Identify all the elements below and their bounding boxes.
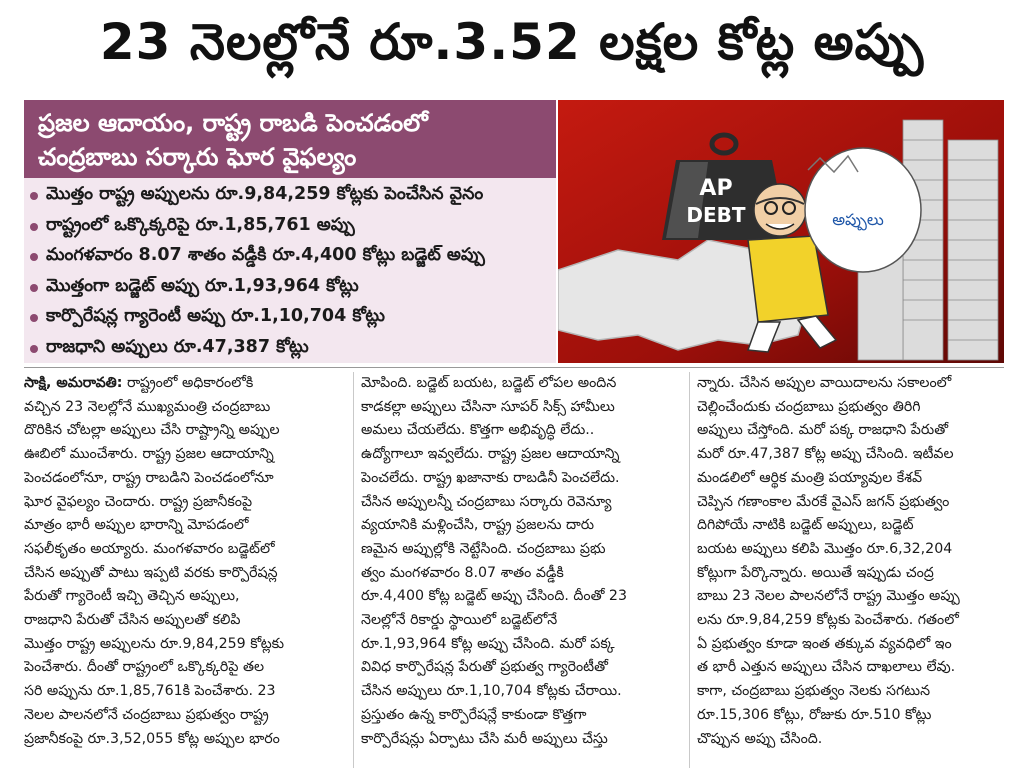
article-line: వచ్చిన 23 నెలల్లోనే ముఖ్యమంత్రి చంద్రబాబు [24,398,271,415]
highlight-item [30,212,552,243]
subheadline [24,100,556,178]
article-line: రాజధాని పేరుతో చేసిన అప్పులతో కలిపి [24,612,241,629]
article-line: కార్పొరేషన్లు ఏర్పాటు చేసి మరీ అప్పులు చేస్తు [361,730,608,747]
bullet-icon [30,345,38,353]
highlight-text: మొత్తం రాష్ట్ర అప్పులను రూ.9,84,259 కోట్లకు పెంచేసిన వైనం [46,184,484,205]
article-line: బాబు 23 నెలల పాలనలోనే రాష్ట్ర మొత్తం అప్పు [697,588,960,605]
column-separator [689,372,690,768]
weight-label-line2: DEBT [686,203,746,227]
article-line: బయట అప్పులు కలిపి మొత్తం రూ.6,32,204 [697,540,953,557]
bullet-icon [30,192,38,200]
article-line: ఉద్యోగాలూ ఇవ్వలేదు. రాష్ట్ర ప్రజల ఆదాయాన్ని [361,446,620,463]
article-line: సరి అప్పును రూ.1,85,761కి పెంచేశారు. 23 [24,683,276,700]
article-line: నెలల పాలనలోనే చంద్రబాబు ప్రభుత్వం రాష్ట్ర [24,706,269,723]
article-column-2 [361,372,684,751]
highlight-text: రాష్ట్రంలో ఒక్కొక్కరిపై రూ.1,85,761 అప్పు [46,214,355,235]
article-line: మరో రూ.47,387 కోట్ల అప్పు చేసింది. ఇటీవల [697,446,954,463]
highlight-text: మొత్తంగా బడ్జెట్ అప్పు రూ.1,93,964 కోట్లు [46,275,359,296]
article-line: మోపింది. బడ్జెట్ బయట, బడ్జెట్ లోపల అందిన [361,375,617,391]
highlights-list [30,181,552,364]
debt-cartoon-illustration [558,100,1004,363]
article-line: రూ.15,306 కోట్లు, రోజుకు రూ.510 కోట్లు [697,706,932,723]
article-line: అమలు చేయలేదు. కొత్తగా అభివృద్ధి లేదు.. [361,422,595,439]
article-line: న్నారు. చేసిన అప్పుల వాయిదాలను సకాలంలో [697,375,952,391]
article-line: పెంచడంలోనూ, రాష్ట్ర రాబడిని పెంచడంలోనూ [24,469,274,486]
highlight-item [30,242,552,273]
debt-cartoon-svg [558,100,1004,363]
highlight-text: మంగళవారం 8.07 శాతం వడ్డీకి రూ.4,400 కోట్లు బడ్జెట్ అప్పు [46,245,485,266]
article-text: రాష్ట్రంలో అధికారంలోకి [126,375,254,391]
article-line: రూ.4,400 కోట్ల బడ్జెట్ అప్పు చేసింది. దీంతో 23 [361,588,627,605]
article-line: లను రూ.9,84,259 కోట్లకు పెంచేశారు. గతంలో [697,612,959,629]
article-line: ణమైన అప్పుల్లోకి నెట్టేసింది. చంద్రబాబు ప్రభు [361,540,606,557]
article-line: నెలల్లోనే రికార్డు స్థాయిలో బడ్జెట్‌లోనే [361,612,558,629]
article-line: చెల్లించేందుకు చంద్రబాబు ప్రభుత్వం తిరిగి [697,398,921,415]
article-line: ప్రజానీకంపై రూ.3,52,055 కోట్ల అప్పుల భారం [24,730,280,747]
bag-label: అప్పులు [832,210,884,229]
article-line: ఘోర వైఫల్యం చెందారు. రాష్ట్ర ప్రజానీకంపై [24,493,253,510]
bullet-icon [30,284,38,292]
article-line: మాత్రం భారీ అప్పుల భారాన్ని మోపడంలో [24,517,249,534]
article-line: త భారీ ఎత్తున అప్పులు చేసిన దాఖలాలు లేవు. [697,659,956,676]
article-line: వ్యయానికి మళ్లించేసి, రాష్ట్ర ప్రజలను దారు [361,517,595,534]
article-line: చేసిన అప్పులన్నీ చంద్రబాబు సర్కారు రెవెన్యూ [361,493,612,510]
article-column-3 [697,372,1020,751]
headline: 23 నెలల్లోనే రూ.3.52 లక్షల కోట్ల అప్పు [99,12,925,71]
highlight-text: రాజధాని అప్పులు రూ.47,387 కోట్లు [46,336,309,357]
article-line: పెంచలేదు. రాష్ట్ర ఖజానాకు రాబడినీ పెంచలేదు. [361,469,620,486]
bullet-icon [30,314,38,322]
dateline: సాక్షి, అమరావతి: [24,375,123,391]
article-line: చెప్పిన గణాంకాల మేరకే వైఎస్ జగన్ ప్రభుత్వం [697,493,950,510]
article-line: రూ.1,93,964 కోట్ల అప్పు చేసింది. మరో పక్క [361,635,615,652]
article-line: చేసిన అప్పుతో పాటు ఇప్పటి వరకు కార్పొరేషన్ల [24,564,278,581]
article-line: మొత్తం రాష్ట్ర అప్పులను రూ.9,84,259 కోట్లకు [24,635,284,652]
money-bag [805,148,921,272]
article-line: కోట్లుగా పేర్కొన్నారు. అయితే ఇప్పుడు చంద్ర [697,564,934,581]
highlight-text: కార్పొరేషన్ల గ్యారెంటీ అప్పు రూ.1,10,704 కోట్లు [46,306,385,327]
article-line: చేసిన అప్పులు రూ.1,10,704 కోట్లకు చేరాయి. [361,683,622,700]
highlight-item [30,303,552,334]
article-line: చొప్పున అప్పు చేసింది. [697,730,823,747]
article-line: పేరుతో గ్యారెంటీ ఇచ్చి తెచ్చిన అప్పులు, [24,588,240,605]
highlight-item [30,181,552,212]
article-line: ఊబిలో ముంచేశారు. రాష్ట్ర ప్రజల ఆదాయాన్ని [24,446,274,463]
article-line: దొరికిన చోటల్లా అప్పులు చేసి రాష్ట్రాన్ని అప్పుల [24,422,280,439]
article-line: వివిధ కార్పొరేషన్ల పేరుతో ప్రభుత్వ గ్యారెంటీతో [361,659,608,676]
article-line [24,372,347,396]
section-divider [24,367,1004,368]
article-line: ప్రస్తుతం ఉన్న కార్పొరేషన్లే కాకుండా కొత్తగా [361,706,587,723]
article-line: దిగిపోయే నాటికి బడ్జెట్ అప్పులు, బడ్జెట్ [697,517,914,534]
bullet-icon [30,253,38,261]
subheadline-line-1: ప్రజల ఆదాయం, రాష్ట్ర రాబడి పెంచడంలో [38,109,428,137]
bullet-icon [30,223,38,231]
article-line: ఏ ప్రభుత్వం కూడా ఇంత తక్కువ వ్యవధిలో ఇం [697,635,952,652]
article-column-1 [24,372,347,751]
weight-label-line1: AP [699,176,733,201]
article-line: కాగా, చంద్రబాబు ప్రభుత్వం నెలకు సగటున [697,683,931,700]
subheadline-line-2: చంద్రబాబు సర్కారు ఘోర వైఫల్యం [38,143,357,171]
article-line: త్వం మంగళవారం 8.07 శాతం వడ్డీకి [361,564,564,581]
article-line: పెంచేశారు. దీంతో రాష్ట్రంలో ఒక్కొక్కరిపై తల [24,659,265,676]
column-separator [353,372,354,768]
highlight-item [30,273,552,304]
article-line: అప్పులు చేస్తోంది. మరో పక్క రాజధాని పేరుతో [697,422,949,439]
article-line: మండలిలో ఆర్థిక మంత్రి పయ్యావుల కేశవ్ [697,469,923,486]
article-line: సఫలీకృతం అయ్యారు. మంగళవారం బడ్జెట్‌లో [24,540,275,557]
article-line: కాడకల్లా అప్పులు చేసినా సూపర్ సిక్స్ హామీలు [361,398,615,415]
highlight-item [30,334,552,365]
